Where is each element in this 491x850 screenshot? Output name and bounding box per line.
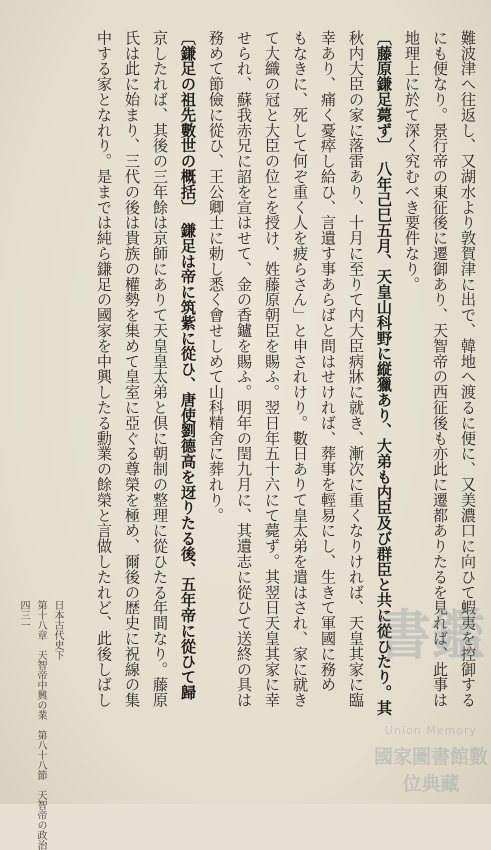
text-column: 中する家となれり。是までは純ら鎌足の國家を中興したる勳業の餘榮と言做したれど、此後しばし: [95, 30, 113, 708]
library-watermark: [372, 604, 490, 795]
book-title: 日本古代史下: [52, 600, 63, 660]
text-column: せられ、蘇我赤兄に詔を宣はせて、金の香鑪を賜ふ。明年の閏九月に、其遺志に從ひて送終の具は: [235, 30, 253, 708]
section-heading-fujiwara-kamatari-death: 〔藤原鎌足薨ず〕 八年己巳五月、天皇山科野に縦獵あり、大弟も内臣及び群臣と共に從ひたり。其: [375, 30, 393, 716]
text-column: 務めて節儉に從ひ、王公卿士に勅し悉く會せしめて山科精舍に葬れり。: [207, 30, 225, 523]
text-column: もなきに、死して何ぞ重く人を疲らさん」と申されけり。數日ありて皇太弟を遣はされ、家に就き: [291, 30, 309, 708]
watermark-caption: 國家圖書館數位典藏: [373, 746, 488, 795]
watermark-english: Union Memory: [384, 724, 477, 737]
watermark-logo-text: 書鑑: [377, 604, 485, 667]
text-column: て大織の冠と大臣の位とを授け、姓藤原朝臣を賜ふ。翌日年五十六にて薨ず。其翌日天皇其家に幸: [263, 30, 281, 708]
text-column: 難波津へ往返し、又湖水より敦賀津に出で、韓地へ渡るに便に、又美濃口に向ひて蝦夷を控御する: [459, 30, 477, 708]
text-column: にも便なり。景行帝の東征後に遷御あり、天智帝の西征後も亦此に遷都ありたるを見れば、此事は: [431, 30, 449, 708]
text-column: 幸あり、痛く憂瘁し給ひ、言遺す事あらばと問はせければ、葬事を輕易にし、生きて軍國に務め: [319, 30, 337, 693]
section-heading-kamatari-ancestry: 〔鎌足の祖先數世の概括〕 鎌足は帝に筑紫に從ひ、唐使劉德高を迓りたる後、五年帝に從ひて歸: [179, 30, 197, 700]
text-column: 地理上に於て深く究むべき要件なり。: [403, 30, 421, 292]
page-number: 四三一: [18, 600, 29, 630]
text-column: 京したれば、其後の三年餘は京師にありて天皇皇太弟と倶に朝制の整理に從ひたる年間なり。藤原: [151, 30, 169, 708]
text-column: 秋内大臣の家に落雷あり、十月に至りて内大臣病牀に就き、漸次に重くなりければ、天皇其家に臨: [347, 30, 365, 708]
chapter-line: 第十八章 天智帝中興の業 第八十八節 天智帝の政治: [35, 600, 46, 850]
text-column: 氏は此に始まり、三代の後は貴族の權勢を集めて皇室に亞ぐる尊榮を極め、爾後の歴史に祝線の集: [123, 30, 141, 708]
page-footer: [4, 600, 64, 850]
